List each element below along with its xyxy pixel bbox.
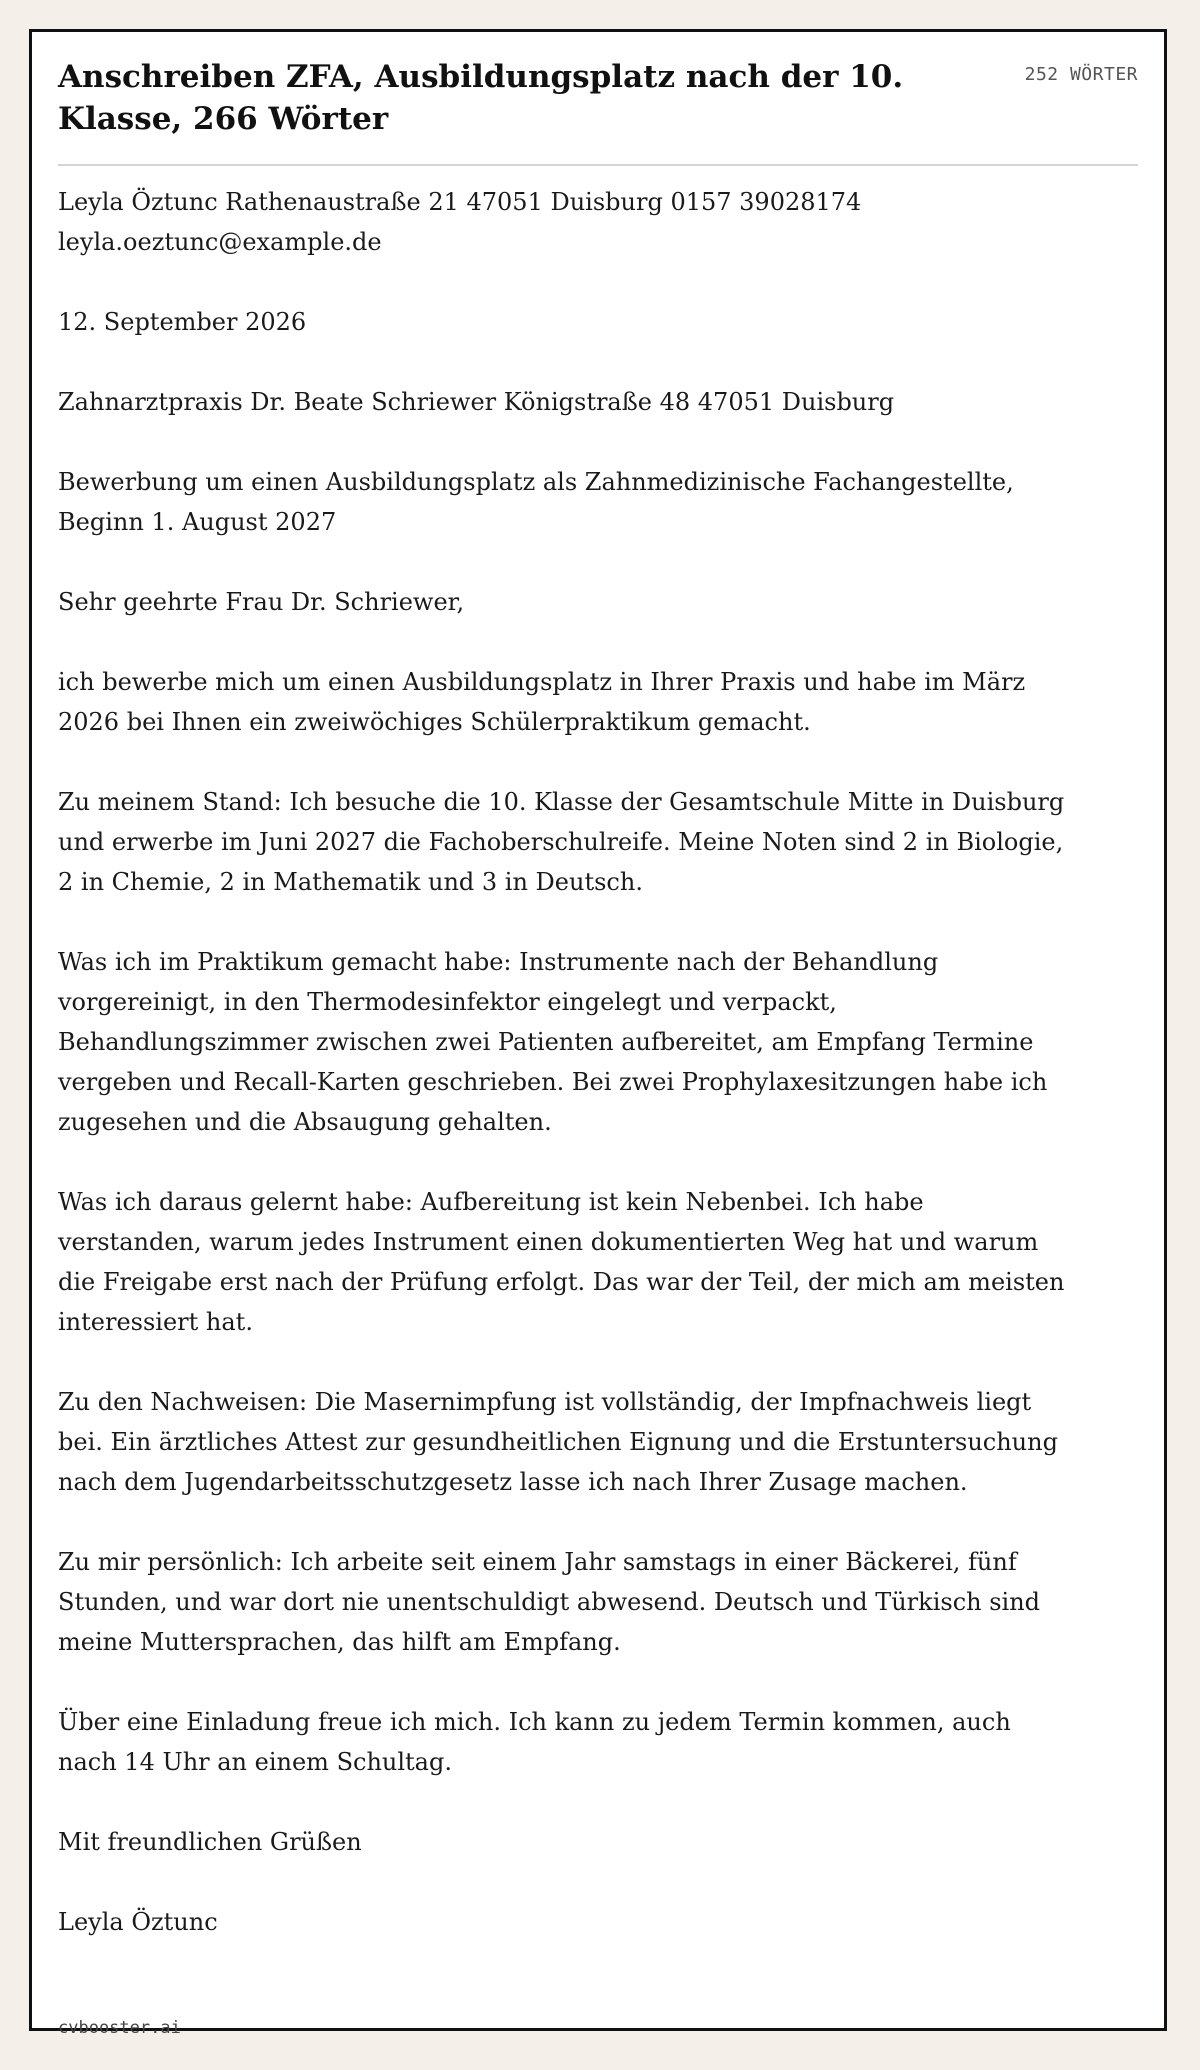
brand-watermark: cvbooster.ai	[58, 2018, 181, 2038]
closing-phrase: Mit freundlichen Grüßen	[58, 1828, 362, 1856]
letter-body	[58, 166, 1068, 1942]
paragraph-certificates: Zu den Nachweisen: Die Masernimpfung ist vollständig, der Impfnachweis liegt bei. Ein ärztliches Attest zur gesundheitlichen Eignung und die Erstuntersuchung nach dem Jugendarbeitsschutzgesetz lasse ich nach Ihrer Zusage machen.	[58, 1388, 1058, 1496]
paragraph-personal: Zu mir persönlich: Ich arbeite seit einem Jahr samstags in einer Bäckerei, fünf Stunden, und war dort nie unentschuldigt abwesend. Deutsch und Türkisch sind meine Muttersprachen, das hilft am Empfang.	[58, 1548, 1041, 1656]
subject-line: Bewerbung um einen Ausbildungsplatz als Zahnmedizinische Fachangestellte, Beginn 1. August 2027	[58, 468, 1014, 536]
letter-header	[58, 56, 1138, 166]
salutation: Sehr geehrte Frau Dr. Schriewer,	[58, 588, 465, 616]
paragraph-learnings: Was ich daraus gelernt habe: Aufbereitung ist kein Nebenbei. Ich habe verstanden, warum jedes Instrument einen dokumentierten Weg hat und warum die Freigabe erst nach der Prüfung erfolgt. Das war der Teil, der mich am meisten interessiert hat.	[58, 1188, 1065, 1336]
letter-card	[29, 29, 1167, 2038]
paragraph-closing: Über eine Einladung freue ich mich. Ich kann zu jedem Termin kommen, auch nach 14 Uhr an einem Schultag.	[58, 1708, 1011, 1776]
signature-name: Leyla Öztunc	[58, 1908, 218, 1936]
document-title: Anschreiben ZFA, Ausbildungsplatz nach der 10. Klasse, 266 Wörter	[58, 59, 904, 137]
paragraph-internship-tasks: Was ich im Praktikum gemacht habe: Instrumente nach der Behandlung vorgereinigt, in den Thermodesinfektor eingelegt und verpackt, Behandlungszimmer zwischen zwei Patienten aufbereitet, am Empfang Termine vergeben und Recall-Karten geschrieben. Bei zwei Prophylaxesitzungen habe ich zugesehen und die Absaugung gehalten.	[58, 948, 1048, 1136]
recipient-address: Zahnarztpraxis Dr. Beate Schriewer Königstraße 48 47051 Duisburg	[58, 388, 895, 416]
word-count-badge: 252 WÖRTER	[1024, 64, 1138, 85]
paragraph-status: Zu meinem Stand: Ich besuche die 10. Klasse der Gesamtschule Mitte in Duisburg und erwerbe im Juni 2027 die Fachoberschulreife. Meine Noten sind 2 in Biologie, 2 in Chemie, 2 in Mathematik und 3 in Deutsch.	[58, 788, 1065, 896]
sender-address: Leyla Öztunc Rathenaustraße 21 47051 Duisburg 0157 39028174 leyla.oeztunc@example.de	[58, 188, 862, 256]
paragraph-intro: ich bewerbe mich um einen Ausbildungsplatz in Ihrer Praxis und habe im März 2026 bei Ihnen ein zweiwöchiges Schülerpraktikum gemacht.	[58, 668, 1026, 736]
letter-date: 12. September 2026	[58, 308, 307, 336]
